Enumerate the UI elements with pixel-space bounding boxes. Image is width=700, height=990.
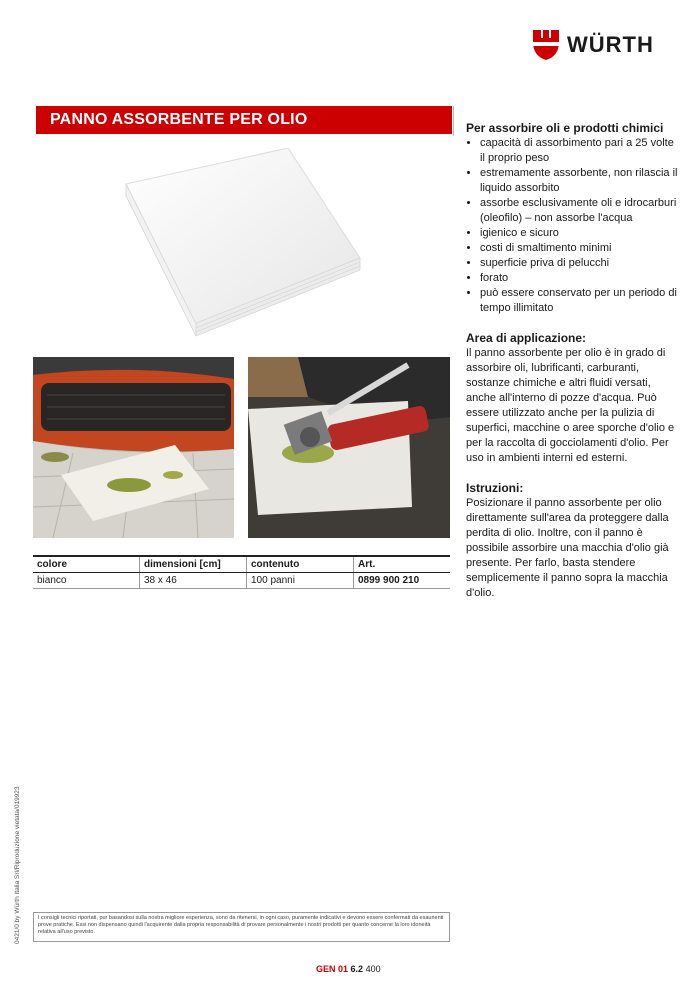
product-image (120, 148, 370, 338)
product-title: PANNO ASSORBENTE PER OLIO (50, 111, 308, 128)
footer-section: GEN 01 (316, 964, 349, 974)
list-item: • superficie priva di pelucchi (480, 256, 681, 271)
list-item: • capacità di assorbimento pari a 25 volte il proprio peso (480, 136, 681, 166)
cell-dimensioni: 38 x 46 (140, 573, 247, 589)
article-table (33, 555, 450, 589)
instructions-text: Posizionare il panno assorbente per olio direttamente sull'area da proteggere dalla perdita di olio. Inoltre, con il panno è possibile assorbire una macchia d'olio già presente. Per farlo, basta stendere semplicemente il panno sopra la macchia d'olio. (466, 497, 669, 599)
cell-contenuto: 100 panni (247, 573, 354, 589)
features-list (466, 136, 681, 316)
list-item: • può essere conservato per un periodo di tempo illimitato (480, 286, 681, 316)
disclaimer-box: I consigli tecnici riportati, pur basandosi sulla nostra migliore esperienza, sono da ritenersi, in ogni caso, puramente indicativi e devono essere confermati da esaurienti prove pratiche. Essi non dispensano quindi l'acquirente dalla propria responsabilità di provare personalmente i nostri prodotti per quanto concerne la loro idoneità relativa all'uso previsto. (33, 912, 450, 942)
description-column (466, 120, 681, 615)
list-item: • forato (480, 271, 681, 286)
application-heading: Area di applicazione: (466, 331, 587, 345)
table-row (33, 573, 450, 589)
cell-colore: bianco (33, 573, 140, 589)
features-section (466, 120, 681, 316)
header-art: Art. (354, 556, 451, 573)
header-dimensioni: dimensioni [cm] (140, 556, 247, 573)
list-item: • assorbe esclusivamente oli e idrocarburi (oleofilo) – non assorbe l'acqua (480, 196, 681, 226)
header-contenuto: contenuto (247, 556, 354, 573)
application-text: Il panno assorbente per olio è in grado di assorbire oli, lubrificanti, carburanti, sostanze chimiche e altri fluidi versati, anche all'interno di pozze d'acqua. Può essere utilizzato anche per la pulizia di superfici, macchine o aree sporche d'olio e per la raccolta di gocciolamenti d'olio. Per uso in ambienti interni ed esterni. (466, 347, 675, 464)
wurth-logo-icon (531, 28, 561, 62)
footer-page-number: 400 (365, 964, 381, 974)
list-item: • costi di smaltimento minimi (480, 241, 681, 256)
footer-chapter: 6.2 (350, 964, 364, 974)
header-colore: colore (33, 556, 140, 573)
table-header-row (33, 556, 450, 573)
application-photo-tool (248, 357, 450, 538)
features-heading: Per assorbire oli e prodotti chimici (466, 121, 664, 135)
wurth-logo (531, 27, 671, 63)
list-item: • estremamente assorbente, non rilascia il liquido assorbito (480, 166, 681, 196)
instructions-section (466, 480, 681, 601)
title-divider (453, 106, 454, 136)
application-section (466, 330, 681, 466)
page-footer (316, 964, 381, 974)
list-item: • igienico e sicuro (480, 226, 681, 241)
instructions-heading: Istruzioni: (466, 481, 524, 495)
brand-name: WÜRTH (567, 32, 654, 57)
product-title-bar (36, 106, 452, 134)
side-copyright-note: 0421/0 by Würth Italia Srl/Riproduzione vietata/019923 (14, 786, 21, 944)
cell-article-number: 0899 900 210 (354, 573, 451, 589)
application-photo-car (33, 357, 234, 538)
